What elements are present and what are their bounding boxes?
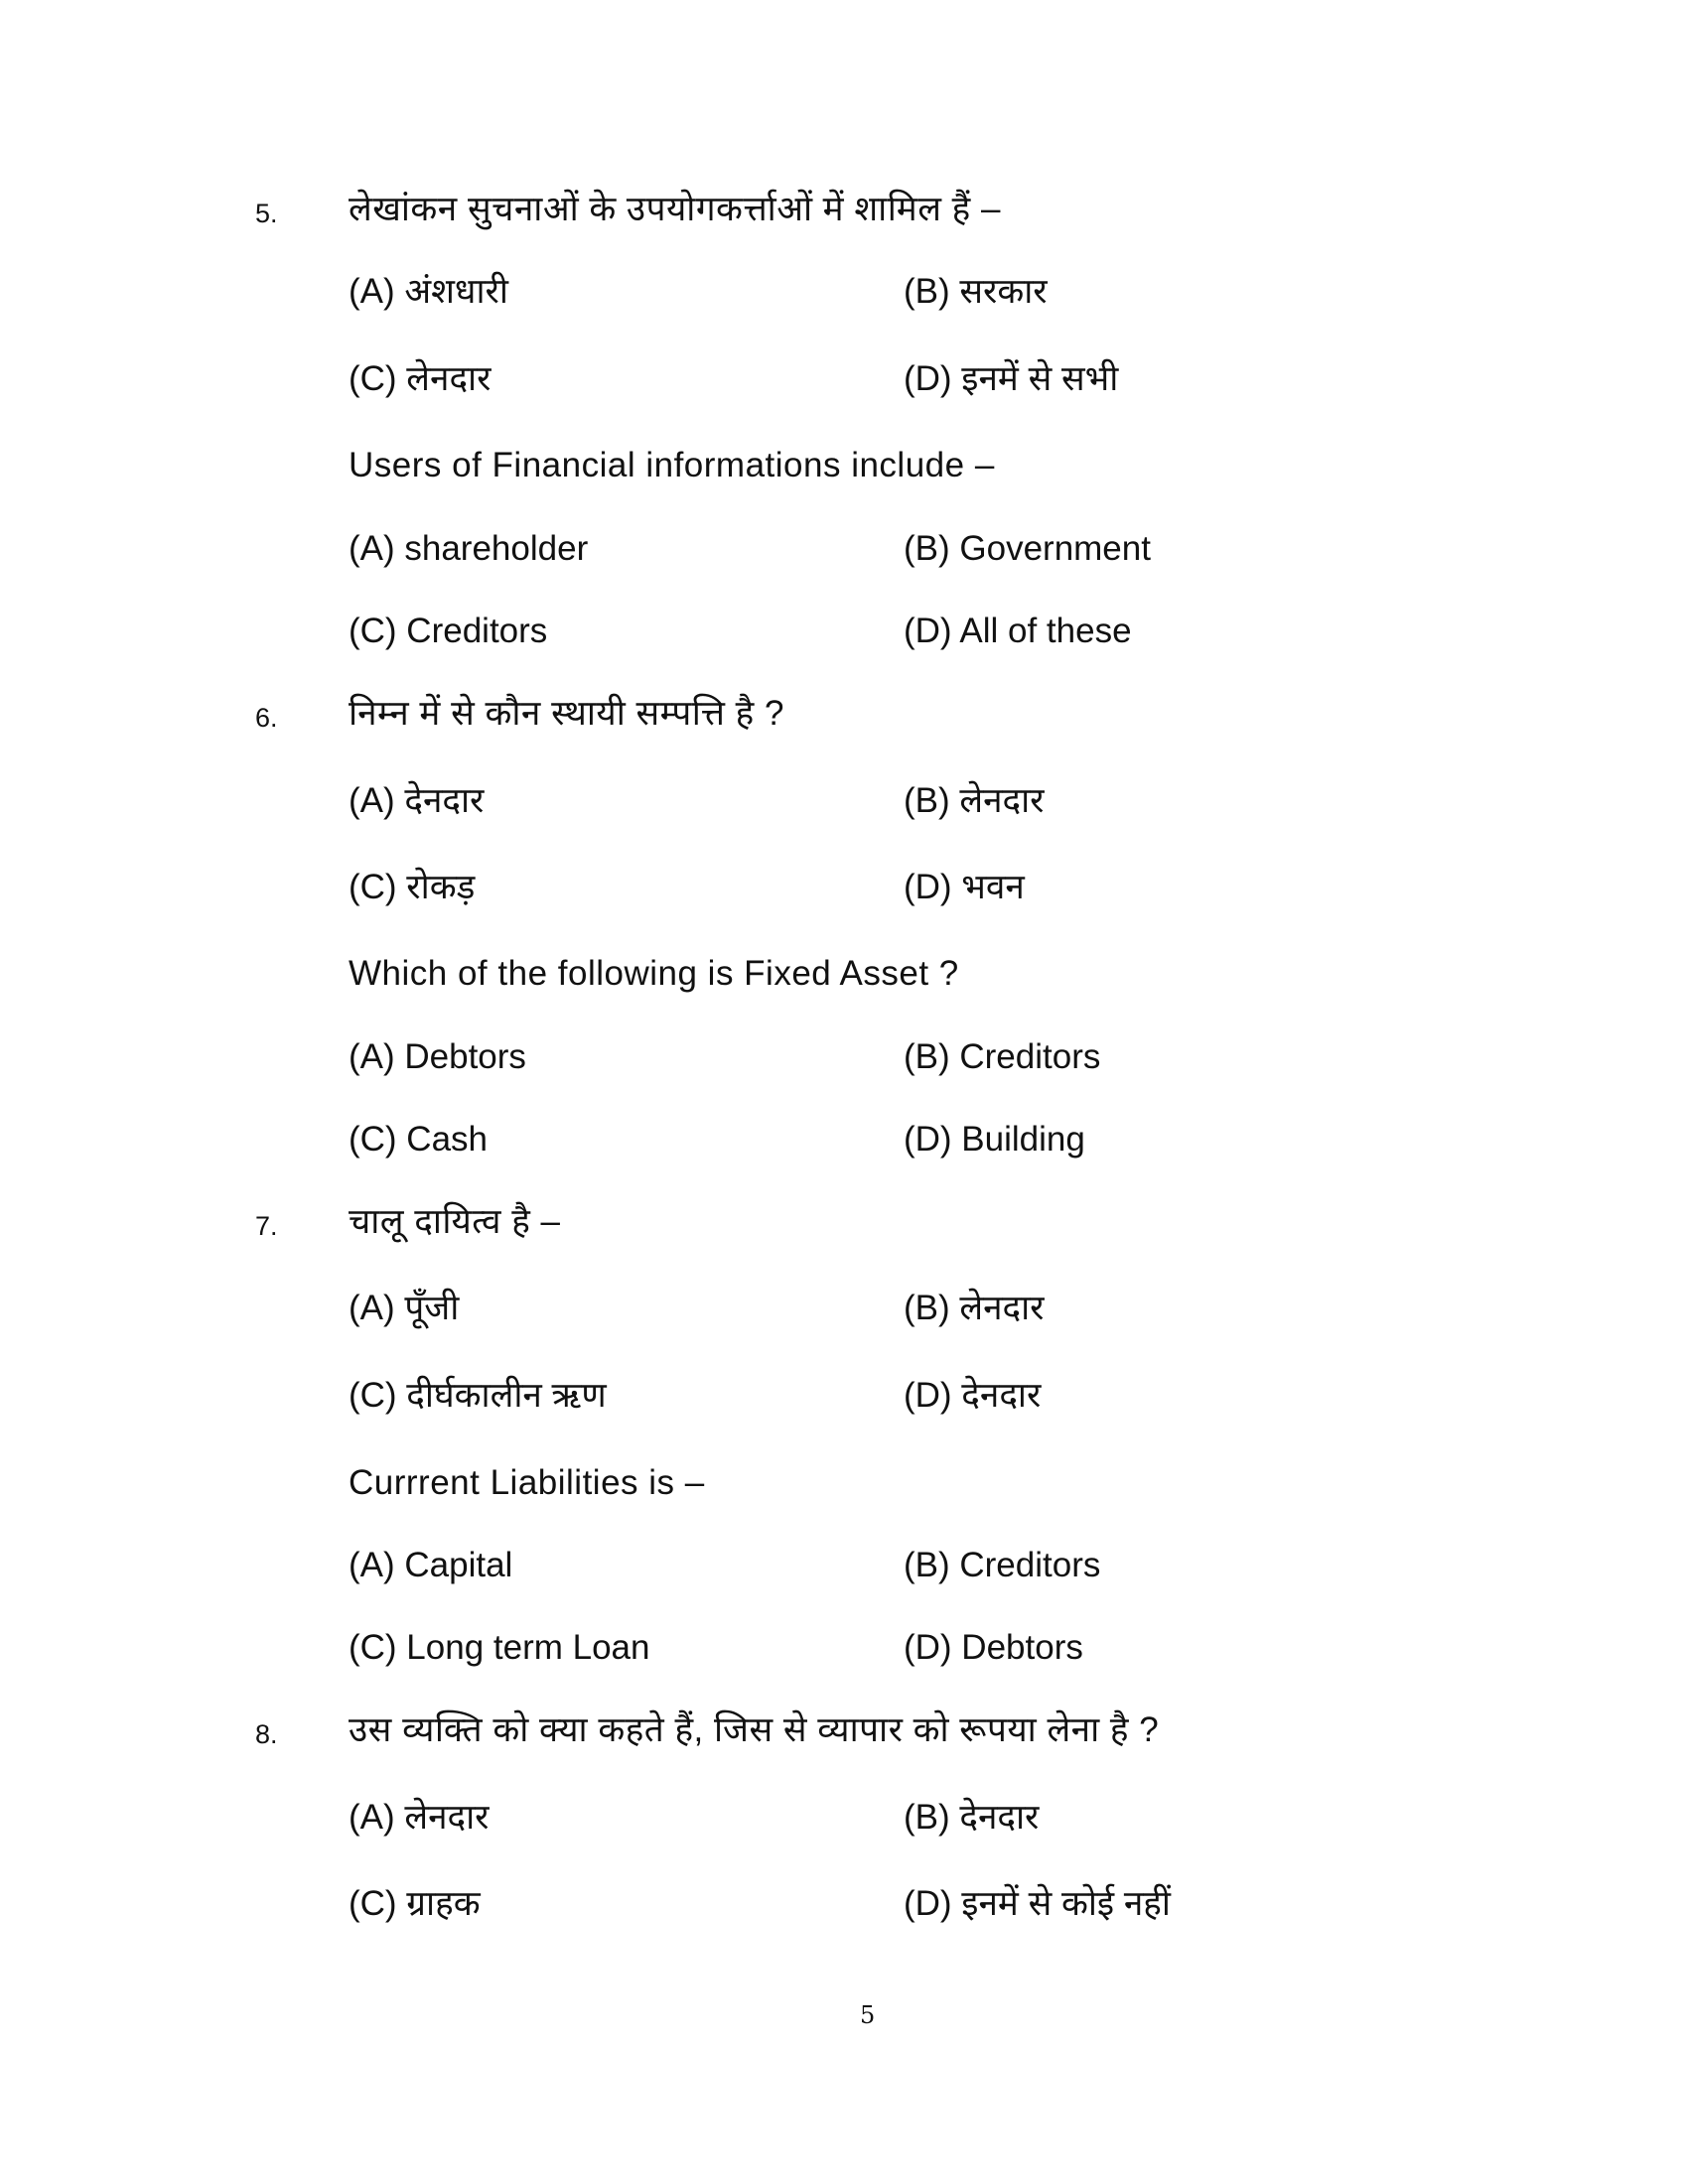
question-number: 7.: [255, 1211, 278, 1241]
options-row: [0, 1874, 1688, 1934]
question-text-hindi: निम्न में से कौन स्थायी सम्पत्ति है ?: [349, 694, 784, 733]
question-text-english: Currrent Liabilities is –: [349, 1463, 705, 1502]
options-row: [0, 1366, 1688, 1426]
option-a: (A) लेनदार: [349, 1798, 490, 1837]
options-row: [0, 1110, 1688, 1169]
option-c: (C) Long term Loan: [349, 1628, 650, 1667]
question-text-hindi: चालू दायित्व है –: [349, 1202, 561, 1241]
option-b: (B) Creditors: [904, 1037, 1101, 1076]
option-c: (C) दीर्घकालीन ऋण: [349, 1376, 607, 1415]
question-text-hindi: लेखांकन सुचनाओं के उपयोगकर्त्ताओं में शामिल हैं –: [349, 190, 1001, 228]
options-row: [0, 262, 1688, 322]
options-row: [0, 519, 1688, 579]
question-5-english-row: [0, 436, 1688, 495]
option-a: (A) देनदार: [349, 781, 485, 820]
option-c: (C) लेनदार: [349, 359, 492, 398]
option-b: (B) लेनदार: [904, 781, 1045, 820]
options-row: [0, 1618, 1688, 1678]
option-a: (A) shareholder: [349, 529, 589, 568]
option-c: (C) Creditors: [349, 612, 548, 650]
options-row: [0, 349, 1688, 409]
options-row: [0, 1536, 1688, 1595]
option-b: (B) सरकार: [904, 272, 1048, 311]
option-d: (D) भवन: [904, 868, 1025, 906]
question-6-english-row: [0, 944, 1688, 1004]
option-b: (B) Creditors: [904, 1546, 1101, 1584]
option-d: (D) Debtors: [904, 1628, 1083, 1667]
question-7-english-row: [0, 1453, 1688, 1513]
question-5-hindi-row: [0, 180, 1688, 239]
option-c: (C) ग्राहक: [349, 1884, 481, 1923]
page-number: 5: [860, 2001, 876, 2029]
question-text-english: Which of the following is Fixed Asset ?: [349, 954, 959, 993]
options-row: [0, 1279, 1688, 1338]
question-number: 5.: [255, 199, 278, 228]
question-number: 8.: [255, 1719, 278, 1749]
question-text-hindi: उस व्यक्ति को क्या कहते हैं, जिस से व्यापार को रूपया लेना है ?: [349, 1710, 1160, 1749]
question-number: 6.: [255, 703, 278, 733]
options-row: [0, 1027, 1688, 1087]
option-d: (D) देनदार: [904, 1376, 1042, 1415]
option-d: (D) इनमें से कोई नहीं: [904, 1884, 1171, 1923]
option-d: (D) All of these: [904, 612, 1132, 650]
options-row: [0, 771, 1688, 831]
question-8-hindi-row: [0, 1701, 1688, 1760]
option-a: (A) Capital: [349, 1546, 513, 1584]
option-c: (C) रोकड़: [349, 868, 476, 906]
question-7-hindi-row: [0, 1192, 1688, 1252]
option-a: (A) Debtors: [349, 1037, 526, 1076]
options-row: [0, 858, 1688, 917]
option-a: (A) अंशधारी: [349, 272, 508, 311]
option-b: (B) लेनदार: [904, 1289, 1045, 1327]
option-b: (B) Government: [904, 529, 1151, 568]
question-6-hindi-row: [0, 684, 1688, 744]
options-row: [0, 602, 1688, 661]
options-row: [0, 1788, 1688, 1847]
option-a: (A) पूँजी: [349, 1289, 460, 1327]
question-text-english: Users of Financial informations include –: [349, 446, 995, 484]
option-b: (B) देनदार: [904, 1798, 1040, 1837]
option-d: (D) Building: [904, 1120, 1085, 1159]
option-c: (C) Cash: [349, 1120, 489, 1159]
option-d: (D) इनमें से सभी: [904, 359, 1119, 398]
